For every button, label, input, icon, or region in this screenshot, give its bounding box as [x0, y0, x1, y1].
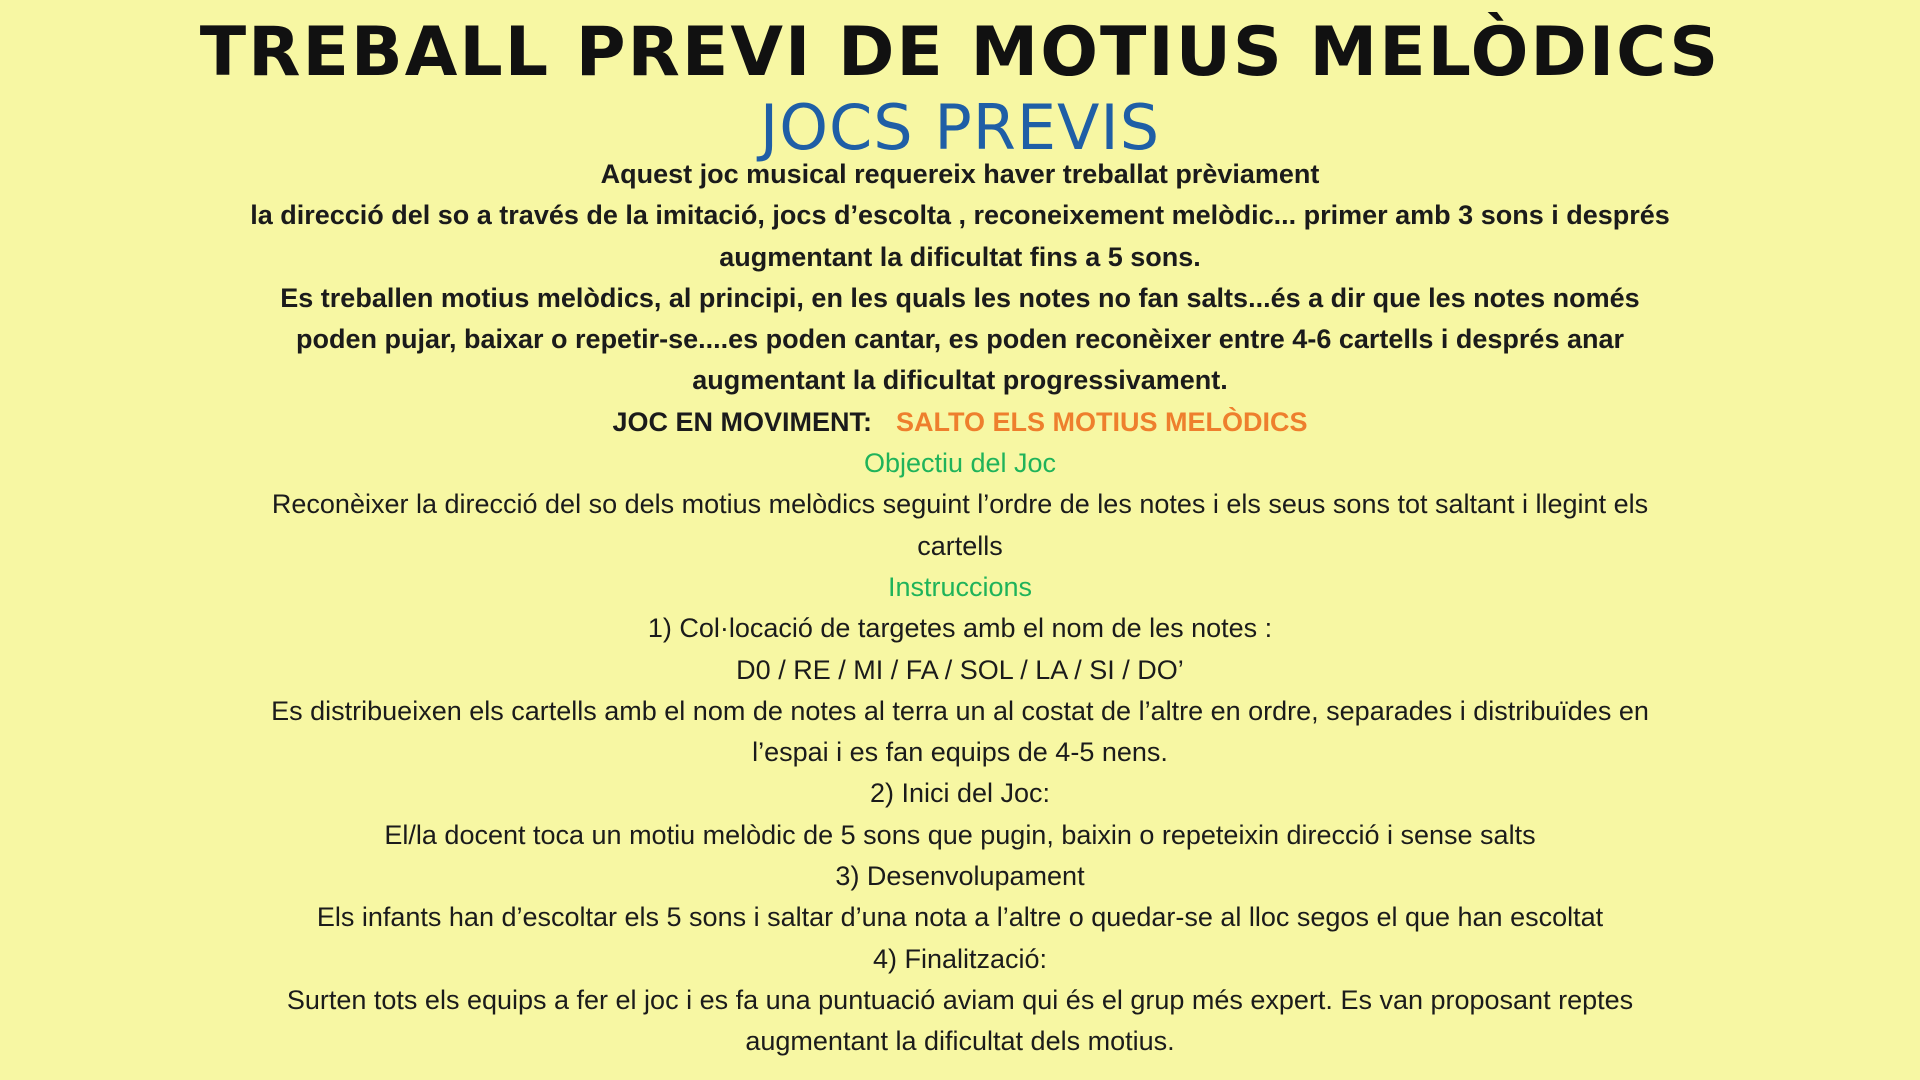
step-4-line-1: Surten tots els equips a fer el joc i es fa una puntuació aviam qui és el grup més expert. Es van proposant reptes: [286, 984, 1634, 1015]
step-1-title: 1) Col·locació de targetes amb el nom de les notes :: [647, 613, 1273, 644]
slide-body: [160, 154, 1760, 1063]
page-subtitle: JOCS PREVIS: [759, 91, 1161, 164]
objective-line-1: Reconèixer la direcció del so dels motius melòdics seguint l’ordre de les notes i els seus sons tot saltant i llegint els: [271, 489, 1649, 520]
intro-line-1: Aquest joc musical requereix haver treballat prèviament: [600, 159, 1320, 189]
step-2-text: El/la docent toca un motiu melòdic de 5 sons que pugin, baixin o repeteixin direcció i sense salts: [384, 819, 1536, 850]
step-3-text: Els infants han d’escoltar els 5 sons i saltar d’una nota a l’altre o quedar-se al lloc segos el que han escoltat: [316, 902, 1604, 933]
intro-line-2: la direcció del so a través de la imitació, jocs d’escolta , reconeixement melòdic... primer amb 3 sons i després: [250, 200, 1670, 231]
step-1-notes: D0 / RE / MI / FA / SOL / LA / SI / DO’: [736, 654, 1184, 685]
step-3-title: 3) Desenvolupament: [835, 861, 1085, 892]
game-line: [160, 402, 1760, 443]
page-title: TREBALL PREVI DE MOTIUS MELÒDICS: [199, 13, 1721, 92]
intro-line-4: Es treballen motius melòdics, al principi, en les quals les notes no fan salts...és a dir que les notes només: [280, 282, 1640, 313]
instructions-heading: Instruccions: [887, 571, 1033, 602]
intro-line-6: augmentant la dificultat progressivament.: [692, 365, 1228, 396]
objective-line-2: cartells: [917, 530, 1003, 561]
game-label: JOC EN MOVIMENT:: [612, 406, 872, 437]
game-name: SALTO ELS MOTIUS MELÒDICS: [896, 406, 1308, 437]
intro-line-5: poden pujar, baixar o repetir-se....es poden cantar, es poden reconèixer entre 4-6 cartells i després anar: [295, 324, 1624, 355]
step-4-line-2: augmentant la dificultat dels motius.: [745, 1026, 1175, 1057]
step-2-title: 2) Inici del Joc:: [869, 778, 1051, 809]
step-1-line-1: Es distribueixen els cartells amb el nom de notes al terra un al costat de l’altre en ordre, separades i distribuïdes en: [271, 695, 1649, 726]
step-4-title: 4) Finalització:: [872, 943, 1048, 974]
objective-heading: Objectiu del Joc: [863, 448, 1057, 479]
step-1-line-2: l’espai i es fan equips de 4-5 nens.: [752, 737, 1168, 768]
intro-line-3: augmentant la dificultat fins a 5 sons.: [719, 241, 1201, 272]
